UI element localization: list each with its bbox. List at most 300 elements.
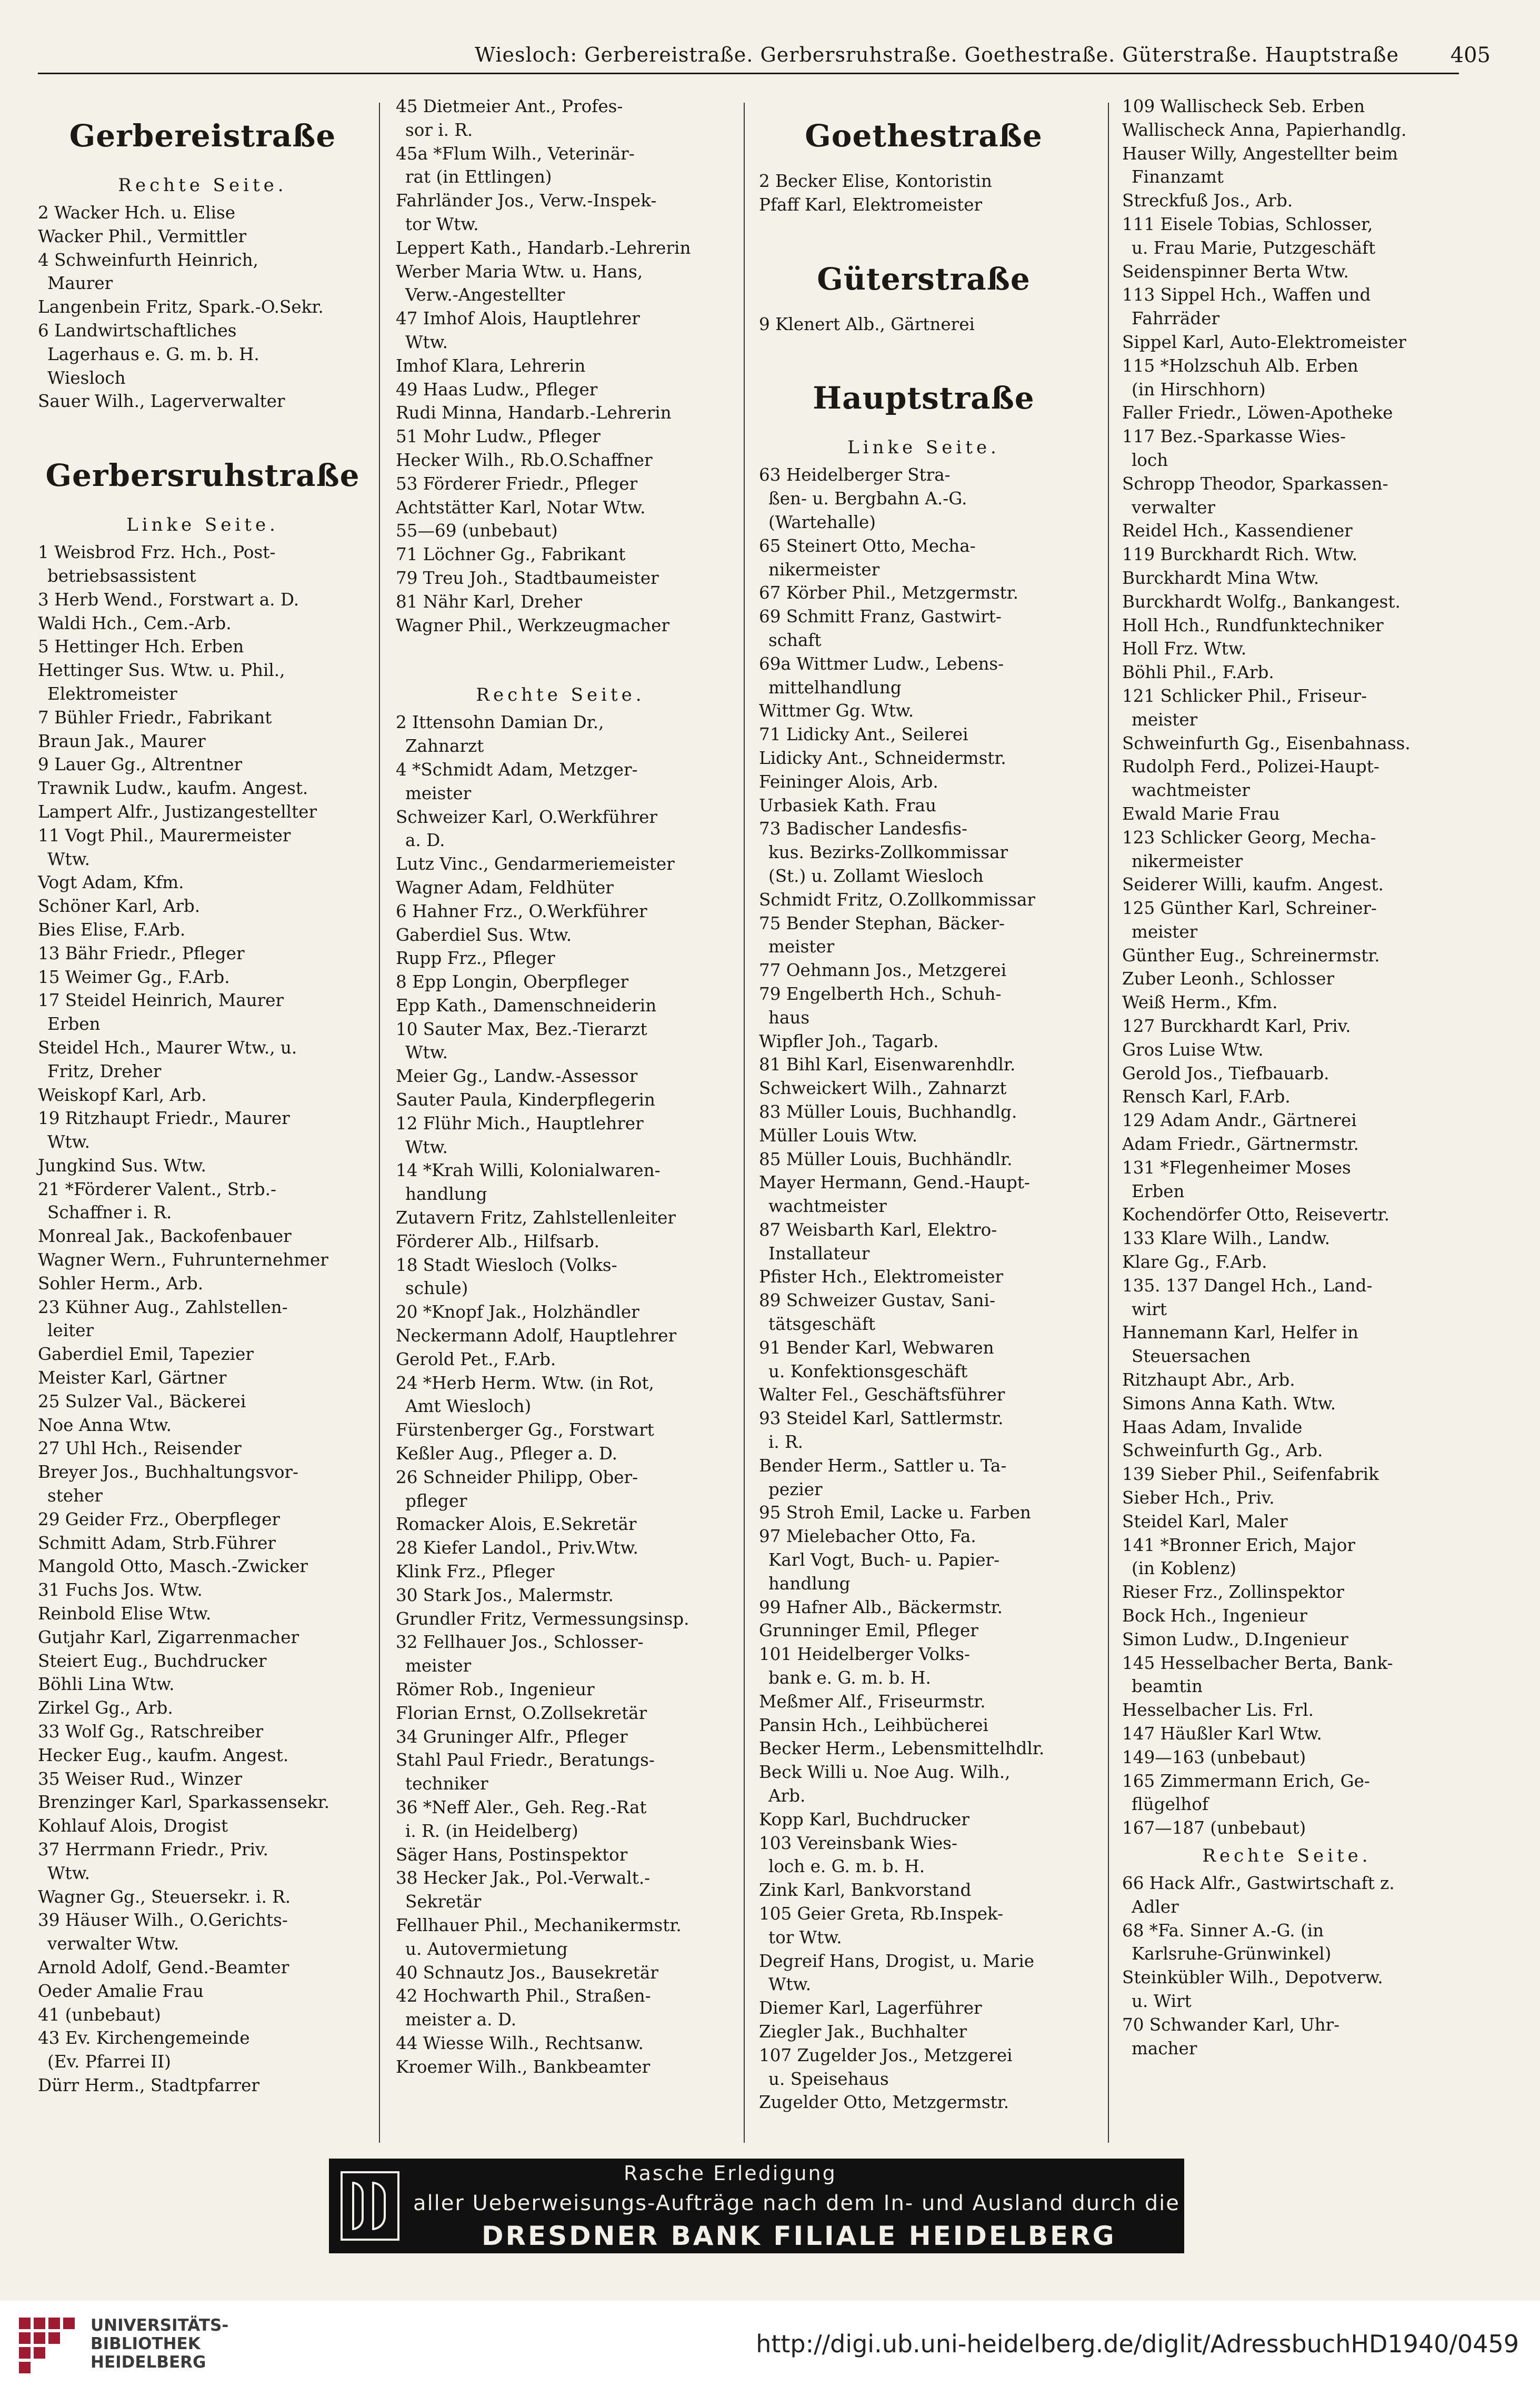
directory-entry: Dürr Herm., Stadtpfarrer [38, 2075, 259, 2095]
directory-entry: Vogt Adam, Kfm. [38, 872, 184, 893]
directory-entry: Romacker Alois, E.Sekretär [396, 1514, 637, 1535]
directory-entry: 6 Hahner Frz., O.Werkführer [396, 901, 647, 921]
street-side-label: Rechte Seite. [118, 175, 287, 196]
street-heading: Goethestraße [805, 118, 1043, 154]
entry-continuation: verwalter [1132, 497, 1215, 518]
entry-continuation: meister [1132, 921, 1198, 942]
entry-continuation: loch [1132, 450, 1168, 470]
directory-entry: 79 Treu Joh., Stadtbaumeister [396, 568, 659, 588]
entry-continuation: Wtw. [47, 849, 90, 869]
directory-entry: Meßmer Alf., Friseurmstr. [759, 1691, 986, 1712]
directory-entry: 83 Müller Louis, Buchhandlg. [759, 1101, 1017, 1122]
entry-continuation: handlung [405, 1184, 487, 1205]
directory-entry: Grundler Fritz, Vermessungsinsp. [396, 1608, 689, 1629]
directory-entry: Bender Herm., Sattler u. Ta- [759, 1455, 1007, 1476]
directory-entry: 131 *Flegenheimer Moses [1122, 1157, 1351, 1178]
source-url-link[interactable]: http://digi.ub.uni-heidelberg.de/diglit/AdressbuchHD1940/0459 [756, 2330, 1519, 2358]
directory-entry: 103 Vereinsbank Wies- [759, 1833, 958, 1853]
entry-continuation: Wtw. [405, 332, 448, 352]
directory-entry: Pfister Hch., Elektromeister [759, 1267, 1004, 1287]
directory-entry: 4 *Schmidt Adam, Metzger- [396, 759, 638, 780]
directory-entry: 2 Becker Elise, Kontoristin [759, 171, 992, 191]
entry-continuation: meister [405, 783, 472, 803]
directory-entry: Ewald Marie Frau [1122, 803, 1280, 824]
entry-continuation: meister [768, 937, 835, 957]
directory-entry: Bock Hch., Ingenieur [1122, 1606, 1307, 1626]
directory-entry: 20 *Knopf Jak., Holzhändler [396, 1302, 639, 1323]
directory-entry: Burckhardt Mina Wtw. [1122, 568, 1319, 588]
directory-entry: 4 Schweinfurth Heinrich, [38, 250, 258, 270]
directory-entry: 147 Häußler Karl Wtw. [1122, 1723, 1322, 1744]
entry-continuation: nikermeister [768, 559, 880, 580]
entry-continuation: i. R. [768, 1432, 804, 1453]
directory-entry: 27 Uhl Hch., Reisender [38, 1438, 242, 1459]
entry-continuation: leiter [47, 1320, 94, 1341]
directory-entry: Förderer Alb., Hilfsarb. [396, 1231, 600, 1251]
entry-continuation: bank e. G. m. b. H. [768, 1668, 931, 1688]
directory-entry: 85 Müller Louis, Buchhändlr. [759, 1149, 1013, 1169]
directory-entry: Rudi Minna, Handarb.-Lehrerin [396, 403, 672, 423]
entry-continuation: Wtw. [768, 1974, 811, 1995]
bank-advertisement [329, 2159, 1184, 2253]
directory-entry: 99 Hafner Alb., Bäckermstr. [759, 1597, 1003, 1617]
directory-entry: Becker Herm., Lebensmittelhdlr. [759, 1738, 1045, 1759]
directory-entry: Steidel Hch., Maurer Wtw., u. [38, 1037, 297, 1058]
directory-entry: 133 Klare Wilh., Landw. [1122, 1228, 1330, 1249]
directory-entry: 34 Gruninger Alfr., Pfleger [396, 1726, 628, 1747]
directory-entry: 81 Bihl Karl, Eisenwarenhdlr. [759, 1055, 1016, 1075]
directory-entry: Fahrländer Jos., Verw.-Inspek- [396, 191, 657, 211]
directory-entry: 15 Weimer Gg., F.Arb. [38, 967, 230, 987]
directory-entry: Wagner Wern., Fuhrunternehmer [38, 1250, 328, 1270]
directory-entry: Kopp Karl, Buchdrucker [759, 1809, 970, 1830]
directory-entry: Sauer Wilh., Lagerverwalter [38, 391, 285, 412]
directory-entry: Imhof Klara, Lehrerin [396, 355, 586, 376]
entry-continuation: Wtw. [47, 1132, 90, 1152]
directory-entry: 117 Bez.-Sparkasse Wies- [1122, 426, 1346, 447]
directory-entry: Klare Gg., F.Arb. [1122, 1252, 1267, 1272]
entry-continuation: tor Wtw. [768, 1927, 842, 1947]
column-divider [379, 103, 380, 2143]
directory-entry: Meister Karl, Gärtner [38, 1368, 227, 1388]
directory-entry: Adam Friedr., Gärtnermstr. [1122, 1134, 1359, 1155]
entry-continuation: haus [768, 1007, 810, 1028]
spacer [389, 637, 732, 658]
directory-entry: Wittmer Gg. Wtw. [759, 701, 914, 721]
directory-entry: Waldi Hch., Cem.-Arb. [38, 613, 232, 633]
ad-line-3: DRESDNER BANK FILIALE HEIDELBERG [482, 2221, 1116, 2251]
directory-entry: 49 Haas Ludw., Pfleger [396, 379, 598, 400]
directory-entry: Langenbein Fritz, Spark.-O.Sekr. [38, 297, 324, 317]
street-side-label: Rechte Seite. [1202, 1845, 1372, 1866]
entry-continuation: u. Frau Marie, Putzgeschäft [1132, 237, 1376, 258]
running-head [38, 41, 1491, 74]
directory-entry: 91 Bender Karl, Webwaren [759, 1337, 994, 1358]
directory-entry: Schöner Karl, Arb. [38, 896, 201, 917]
directory-entry: Gros Luise Wtw. [1122, 1039, 1264, 1060]
entry-continuation: pfleger [405, 1490, 467, 1511]
directory-entry: Keßler Aug., Pfleger a. D. [396, 1444, 618, 1464]
entry-continuation: a. D. [405, 830, 445, 851]
directory-entry: 10 Sauter Max, Bez.-Tierarzt [396, 1019, 647, 1039]
entry-continuation: techniker [405, 1774, 488, 1794]
entry-continuation: ßen- u. Bergbahn A.-G. [768, 489, 967, 509]
entry-continuation: schaft [768, 630, 822, 650]
directory-entry: Böhli Lina Wtw. [38, 1674, 175, 1695]
directory-entry: 127 Burckhardt Karl, Priv. [1122, 1016, 1351, 1037]
entry-continuation: meister a. D. [405, 2010, 517, 2030]
directory-entry: Brenzinger Karl, Sparkassensekr. [38, 1792, 329, 1813]
entry-continuation: betriebsassistent [47, 565, 196, 586]
entry-continuation: (in Hirschhorn) [1132, 379, 1266, 400]
entry-continuation: pezier [768, 1479, 823, 1499]
directory-entry: 115 *Holzschuh Alb. Erben [1122, 355, 1358, 376]
directory-entry: Achtstätter Karl, Notar Wtw. [396, 497, 646, 518]
directory-entry: Klink Frz., Pfleger [396, 1562, 555, 1582]
directory-entry: Grunninger Emil, Pfleger [759, 1621, 978, 1641]
directory-entry: Urbasiek Kath. Frau [759, 795, 936, 816]
directory-entry: 36 *Neff Aler., Geh. Reg.-Rat [396, 1797, 647, 1817]
directory-entry: 41 (unbebaut) [38, 2004, 161, 2025]
directory-entry: Zink Karl, Bankvorstand [759, 1880, 972, 1901]
directory-entry: Burckhardt Wolfg., Bankangest. [1122, 591, 1401, 612]
directory-entry: 109 Wallischeck Seb. Erben [1122, 96, 1365, 116]
directory-entry: 31 Fuchs Jos. Wtw. [38, 1580, 203, 1600]
directory-entry: Hauser Willy, Angestellter beim [1122, 143, 1398, 164]
directory-entry: Fellhauer Phil., Mechanikermstr. [396, 1915, 682, 1935]
directory-entry: Säger Hans, Postinspektor [396, 1844, 628, 1865]
entry-continuation: Wiesloch [47, 367, 126, 388]
directory-entry: Neckermann Adolf, Hauptlehrer [396, 1326, 677, 1346]
entry-continuation: Installateur [768, 1243, 870, 1264]
directory-entry: Beck Willi u. Noe Aug. Wilh., [759, 1762, 1011, 1783]
directory-entry: 77 Oehmann Jos., Metzgerei [759, 960, 1007, 981]
directory-entry: Faller Friedr., Löwen-Apotheke [1122, 403, 1393, 423]
entry-continuation: Schaffner i. R. [47, 1202, 172, 1223]
street-heading: Hauptstraße [813, 380, 1035, 416]
directory-entry: 38 Hecker Jak., Pol.-Verwalt.- [396, 1868, 651, 1888]
directory-entry: Seiderer Willi, kaufm. Angest. [1122, 874, 1384, 895]
directory-entry: Zuber Leonh., Schlosser [1122, 969, 1335, 989]
directory-entry: Schweinfurth Gg., Arb. [1122, 1440, 1323, 1461]
entry-continuation: u. Konfektionsgeschäft [768, 1361, 968, 1381]
directory-entry: Wallischeck Anna, Papierhandlg. [1122, 120, 1407, 140]
entry-continuation: (St.) u. Zollamt Wiesloch [768, 866, 984, 886]
directory-entry: Mayer Hermann, Gend.-Haupt- [759, 1172, 1030, 1193]
directory-entry: Fürstenberger Gg., Forstwart [396, 1420, 654, 1440]
directory-entry: Rudolph Ferd., Polizei-Haupt- [1122, 757, 1379, 777]
entry-continuation: wirt [1132, 1299, 1167, 1319]
entry-continuation: wachtmeister [768, 1196, 887, 1217]
directory-entry: 26 Schneider Philipp, Ober- [396, 1467, 638, 1487]
street-side-label: Rechte Seite. [476, 684, 645, 706]
directory-entry: 119 Burckhardt Rich. Wtw. [1122, 544, 1358, 565]
directory-entry: 45 Dietmeier Ant., Profes- [396, 96, 623, 116]
entry-continuation: u. Wirt [1132, 1991, 1192, 2011]
entry-continuation: Steuersachen [1132, 1346, 1251, 1367]
entry-continuation: meister [405, 1656, 472, 1676]
entry-continuation: Finanzamt [1132, 167, 1224, 187]
directory-entry: 6 Landwirtschaftliches [38, 320, 237, 341]
directory-entry: 24 *Herb Herm. Wtw. (in Rot, [396, 1373, 654, 1393]
entry-continuation: steher [47, 1486, 103, 1506]
directory-entry: Pfaff Karl, Elektromeister [759, 194, 983, 215]
directory-entry: 65 Steinert Otto, Mecha- [759, 535, 976, 556]
entry-continuation: Karl Vogt, Buch- u. Papier- [768, 1550, 1000, 1570]
directory-entry: 63 Heidelberger Stra- [759, 465, 951, 485]
directory-entry: Hettinger Sus. Wtw. u. Phil., [38, 660, 285, 681]
directory-entry: Reidel Hch., Kassendiener [1122, 521, 1353, 541]
entry-continuation: Verw.-Angestellter [405, 285, 565, 305]
directory-entry: 23 Kühner Aug., Zahlstellen- [38, 1297, 288, 1317]
street-side-label: Linke Seite. [847, 437, 1000, 459]
directory-entry: 81 Nähr Karl, Dreher [396, 591, 582, 612]
street-heading: Gerbersruhstraße [45, 458, 360, 494]
directory-entry: Epp Kath., Damenschneiderin [396, 995, 657, 1016]
directory-entry: 135. 137 Dangel Hch., Land- [1122, 1275, 1373, 1296]
page-number: 405 [1450, 43, 1491, 67]
directory-entry: 145 Hesselbacher Berta, Bank- [1122, 1653, 1393, 1673]
entry-continuation: Amt Wiesloch) [405, 1396, 532, 1417]
library-name: UNIVERSITÄTS- BIBLIOTHEK HEIDELBERG [91, 2316, 229, 2372]
directory-entry: Rupp Frz., Pfleger [396, 948, 555, 969]
entry-continuation: beamtin [1132, 1676, 1203, 1697]
directory-entry: 28 Kiefer Landol., Priv.Wtw. [396, 1538, 638, 1558]
entry-continuation: (Ev. Pfarrei II) [47, 2052, 171, 2072]
directory-entry: 21 *Förderer Valent., Strb.- [38, 1179, 277, 1199]
directory-entry: 55—69 (unbebaut) [396, 521, 558, 541]
directory-entry: Wagner Phil., Werkzeugmacher [396, 615, 670, 635]
directory-entry: 13 Bähr Friedr., Pfleger [38, 943, 245, 963]
directory-entry: 40 Schnautz Jos., Bausekretär [396, 1962, 658, 1983]
entry-continuation: meister [1132, 709, 1198, 730]
directory-entry: Stahl Paul Friedr., Beratungs- [396, 1750, 655, 1771]
directory-entry: 53 Förderer Friedr., Pfleger [396, 473, 638, 494]
entry-continuation: sor i. R. [405, 120, 473, 140]
directory-entry: 1 Weisbrod Frz. Hch., Post- [38, 542, 276, 563]
directory-entry: 113 Sippel Hch., Waffen und [1122, 285, 1371, 305]
directory-entry: Wagner Gg., Steuersekr. i. R. [38, 1886, 291, 1907]
directory-entry: 121 Schlicker Phil., Friseur- [1122, 685, 1367, 706]
directory-entry: Gaberdiel Emil, Tapezier [38, 1344, 254, 1365]
column-2 [389, 95, 732, 2140]
column-4 [1116, 95, 1458, 2140]
directory-entry: Simons Anna Kath. Wtw. [1122, 1393, 1336, 1414]
directory-entry: 101 Heidelberger Volks- [759, 1644, 971, 1665]
entry-continuation: Wtw. [47, 1863, 90, 1883]
entry-continuation: rat (in Ettlingen) [405, 167, 552, 187]
spacer [753, 336, 1095, 357]
ad-line-1: Rasche Erledigung [624, 2162, 837, 2185]
directory-entry: Breyer Jos., Buchhaltungsvor- [38, 1462, 299, 1483]
entry-continuation: (Wartehalle) [768, 512, 876, 532]
spacer [753, 217, 1095, 238]
directory-entry: 39 Häuser Wilh., O.Gerichts- [38, 1910, 288, 1931]
directory-entry: Kohlauf Alois, Drogist [38, 1816, 228, 1836]
directory-entry: Hesselbacher Lis. Frl. [1122, 1700, 1314, 1721]
directory-entry: 37 Herrmann Friedr., Priv. [38, 1840, 268, 1860]
directory-entry: Arnold Adolf, Gend.-Beamter [38, 1957, 289, 1977]
directory-entry: Seidenspinner Berta Wtw. [1122, 261, 1349, 282]
directory-entry: 107 Zugelder Jos., Metzgerei [759, 2045, 1013, 2065]
directory-entry: Streckfuß Jos., Arb. [1122, 191, 1293, 211]
directory-entry: 111 Eisele Tobias, Schlosser, [1122, 214, 1373, 234]
spacer [389, 658, 732, 679]
directory-entry: Sauter Paula, Kinderpflegerin [396, 1090, 655, 1110]
entry-continuation: loch e. G. m. b. H. [768, 1856, 925, 1877]
digitization-footer [0, 2301, 1540, 2386]
directory-entry: Hecker Wilh., Rb.O.Schaffner [396, 450, 653, 470]
ad-line-2: aller Ueberweisungs-Aufträge nach dem In- und Ausland durch die [413, 2191, 1180, 2215]
directory-entry: Römer Rob., Ingenieur [396, 1679, 595, 1699]
entry-continuation: u. Speisehaus [768, 2069, 889, 2089]
entry-continuation: wachtmeister [1132, 780, 1250, 801]
directory-entry: Zirkel Gg., Arb. [38, 1698, 173, 1718]
directory-entry: Sippel Karl, Auto-Elektromeister [1122, 332, 1406, 352]
directory-entry: 66 Hack Alfr., Gastwirtschaft z. [1122, 1873, 1395, 1893]
directory-entry: Wagner Adam, Feldhüter [396, 877, 614, 898]
directory-entry: 75 Bender Stephan, Bäcker- [759, 913, 1005, 933]
directory-entry: 141 *Bronner Erich, Major [1122, 1535, 1355, 1555]
directory-entry: 3 Herb Wend., Forstwart a. D. [38, 589, 299, 610]
directory-entry: 33 Wolf Gg., Ratschreiber [38, 1722, 264, 1742]
directory-entry: Braun Jak., Maurer [38, 731, 206, 751]
directory-entry: Sieber Hch., Priv. [1122, 1488, 1275, 1508]
directory-entry: 125 Günther Karl, Schreiner- [1122, 898, 1377, 919]
directory-entry: Weiskopf Karl, Arb. [38, 1085, 207, 1105]
directory-entry: 9 Klenert Alb., Gärtnerei [759, 314, 975, 334]
directory-entry: 97 Mielebacher Otto, Fa. [759, 1526, 976, 1547]
directory-entry: Steidel Karl, Maler [1122, 1511, 1288, 1532]
directory-entry: 67 Körber Phil., Metzgermstr. [759, 583, 1018, 603]
entry-continuation: Zahnarzt [405, 736, 484, 757]
column-1 [32, 95, 374, 2140]
directory-entry: Wacker Phil., Vermittler [38, 226, 247, 246]
directory-entry: Gerold Jos., Tiefbauarb. [1122, 1063, 1329, 1083]
directory-entry: 139 Sieber Phil., Seifenfabrik [1122, 1464, 1379, 1485]
directory-entry: Meier Gg., Landw.-Assessor [396, 1066, 638, 1087]
directory-entry: 17 Steidel Heinrich, Maurer [38, 990, 284, 1011]
directory-entry: Kroemer Wilh., Bankbeamter [396, 2056, 651, 2077]
directory-entry: 43 Ev. Kirchengemeinde [38, 2028, 250, 2049]
directory-entry: 70 Schwander Karl, Uhr- [1122, 2014, 1340, 2035]
directory-entry: Monreal Jak., Backofenbauer [38, 1226, 292, 1247]
directory-entry: Günther Eug., Schreinermstr. [1122, 945, 1380, 966]
directory-entry: Degreif Hans, Drogist, u. Marie [759, 1951, 1035, 1971]
directory-entry: Ritzhaupt Abr., Arb. [1122, 1370, 1295, 1390]
directory-entry: 69a Wittmer Ludw., Lebens- [759, 653, 1004, 674]
street-side-label: Linke Seite. [126, 514, 279, 536]
entry-continuation: i. R. (in Heidelberg) [405, 1821, 578, 1841]
entry-continuation: u. Autovermietung [405, 1938, 568, 1959]
entry-continuation: tor Wtw. [405, 214, 479, 234]
directory-entry: Müller Louis Wtw. [759, 1125, 918, 1146]
directory-entry: Feininger Alois, Arb. [759, 771, 938, 792]
directory-entry: 71 Lidicky Ant., Seilerei [759, 724, 968, 745]
directory-entry: Kochendörfer Otto, Reisevertr. [1122, 1205, 1390, 1225]
directory-entry: 19 Ritzhaupt Friedr., Maurer [38, 1108, 290, 1129]
entry-continuation: schule) [405, 1278, 468, 1299]
directory-entry: Lampert Alfr., Justizangestellter [38, 801, 317, 822]
directory-entry: 69 Schmitt Franz, Gastwirt- [759, 607, 1002, 627]
directory-entry: 18 Stadt Wiesloch (Volks- [396, 1255, 617, 1275]
directory-entry: Diemer Karl, Lagerführer [759, 1998, 982, 2019]
directory-entry: 45a *Flum Wilh., Veterinär- [396, 143, 635, 164]
directory-entry: Steiert Eug., Buchdrucker [38, 1651, 267, 1671]
directory-entry: Pansin Hch., Leihbücherei [759, 1715, 988, 1735]
directory-entry: 12 Flühr Mich., Hauptlehrer [396, 1113, 644, 1134]
directory-entry: Schmitt Adam, Strb.Führer [38, 1533, 276, 1553]
directory-entry: 71 Löchner Gg., Fabrikant [396, 544, 626, 565]
directory-entry: Reinbold Elise Wtw. [38, 1604, 212, 1624]
entry-continuation: Fahrräder [1132, 309, 1220, 329]
street-heading: Güterstraße [817, 261, 1031, 297]
column-3 [753, 95, 1095, 2140]
column-divider [744, 103, 745, 2143]
dresdner-bank-logo-icon [341, 2171, 399, 2241]
entry-continuation: Sekretär [405, 1892, 482, 1912]
directory-entry: 105 Geier Greta, Rb.Inspek- [759, 1904, 1004, 1924]
entry-continuation: tätsgeschäft [768, 1314, 875, 1335]
directory-entry: Schweizer Karl, O.Werkführer [396, 807, 657, 827]
directory-entry: 93 Steidel Karl, Sattlermstr. [759, 1408, 1004, 1429]
directory-entry: Haas Adam, Invalide [1122, 1417, 1303, 1437]
spacer [32, 413, 374, 434]
directory-entry: 68 *Fa. Sinner A.-G. (in [1122, 1920, 1324, 1941]
directory-entry: 73 Badischer Landesfis- [759, 819, 967, 839]
directory-entry: Holl Frz. Wtw. [1122, 639, 1247, 659]
directory-entry: 51 Mohr Ludw., Pfleger [396, 426, 601, 447]
directory-entry: Hecker Eug., kaufm. Angest. [38, 1745, 289, 1765]
directory-entry: Schweickert Wilh., Zahnarzt [759, 1078, 1007, 1099]
directory-entry: 89 Schweizer Gustav, Sani- [759, 1290, 995, 1311]
directory-entry: Trawnik Ludw., kaufm. Angest. [38, 778, 308, 799]
directory-entry: 79 Engelberth Hch., Schuh- [759, 983, 1002, 1004]
directory-entry: Weiß Herm., Kfm. [1122, 992, 1278, 1013]
entry-continuation: Lagerhaus e. G. m. b. H. [47, 344, 259, 364]
directory-entry: Gutjahr Karl, Zigarrenmacher [38, 1627, 299, 1647]
street-heading: Gerbereistraße [69, 118, 336, 154]
entry-continuation: Adler [1132, 1896, 1179, 1917]
directory-entry: 7 Bühler Friedr., Fabrikant [38, 707, 272, 728]
directory-entry: 2 Wacker Hch. u. Elise [38, 203, 236, 223]
directory-entry: Wipfler Joh., Tagarb. [759, 1031, 939, 1051]
directory-entry: 165 Zimmermann Erich, Ge- [1122, 1771, 1370, 1791]
directory-entry: Ziegler Jak., Buchhalter [759, 2021, 967, 2042]
directory-entry: 167—187 (unbebaut) [1122, 1818, 1306, 1838]
entry-continuation: Fritz, Dreher [47, 1061, 162, 1081]
directory-entry: 47 Imhof Alois, Hauptlehrer [396, 309, 640, 329]
entry-continuation: flügelhof [1132, 1794, 1208, 1815]
entry-continuation: nikermeister [1132, 851, 1243, 871]
directory-entry: 35 Weiser Rud., Winzer [38, 1768, 243, 1789]
directory-entry: Simon Ludw., D.Ingenieur [1122, 1629, 1348, 1649]
directory-entry: Jungkind Sus. Wtw. [38, 1155, 206, 1176]
directory-entry: 8 Epp Longin, Oberpfleger [396, 972, 629, 992]
directory-entry: 87 Weisbarth Karl, Elektro- [759, 1219, 997, 1240]
directory-entry: Böhli Phil., F.Arb. [1122, 662, 1274, 683]
directory-entry: Oeder Amalie Frau [38, 1981, 204, 2001]
entry-continuation: handlung [768, 1573, 851, 1594]
entry-continuation: mittelhandlung [768, 677, 902, 698]
directory-entry: 14 *Krah Willi, Kolonialwaren- [396, 1160, 661, 1181]
directory-entry: Schropp Theodor, Sparkassen- [1122, 473, 1388, 494]
directory-entry: Walter Fel., Geschäftsführer [759, 1385, 1005, 1405]
entry-continuation: Elektromeister [47, 683, 177, 704]
directory-entry: Gaberdiel Sus. Wtw. [396, 924, 572, 945]
running-head-text: Wiesloch: Gerbereistraße. Gerbersruhstraße. Goethestraße. Güterstraße. Hauptstraße [475, 43, 1399, 66]
directory-entry: Gerold Pet., F.Arb. [396, 1349, 556, 1369]
